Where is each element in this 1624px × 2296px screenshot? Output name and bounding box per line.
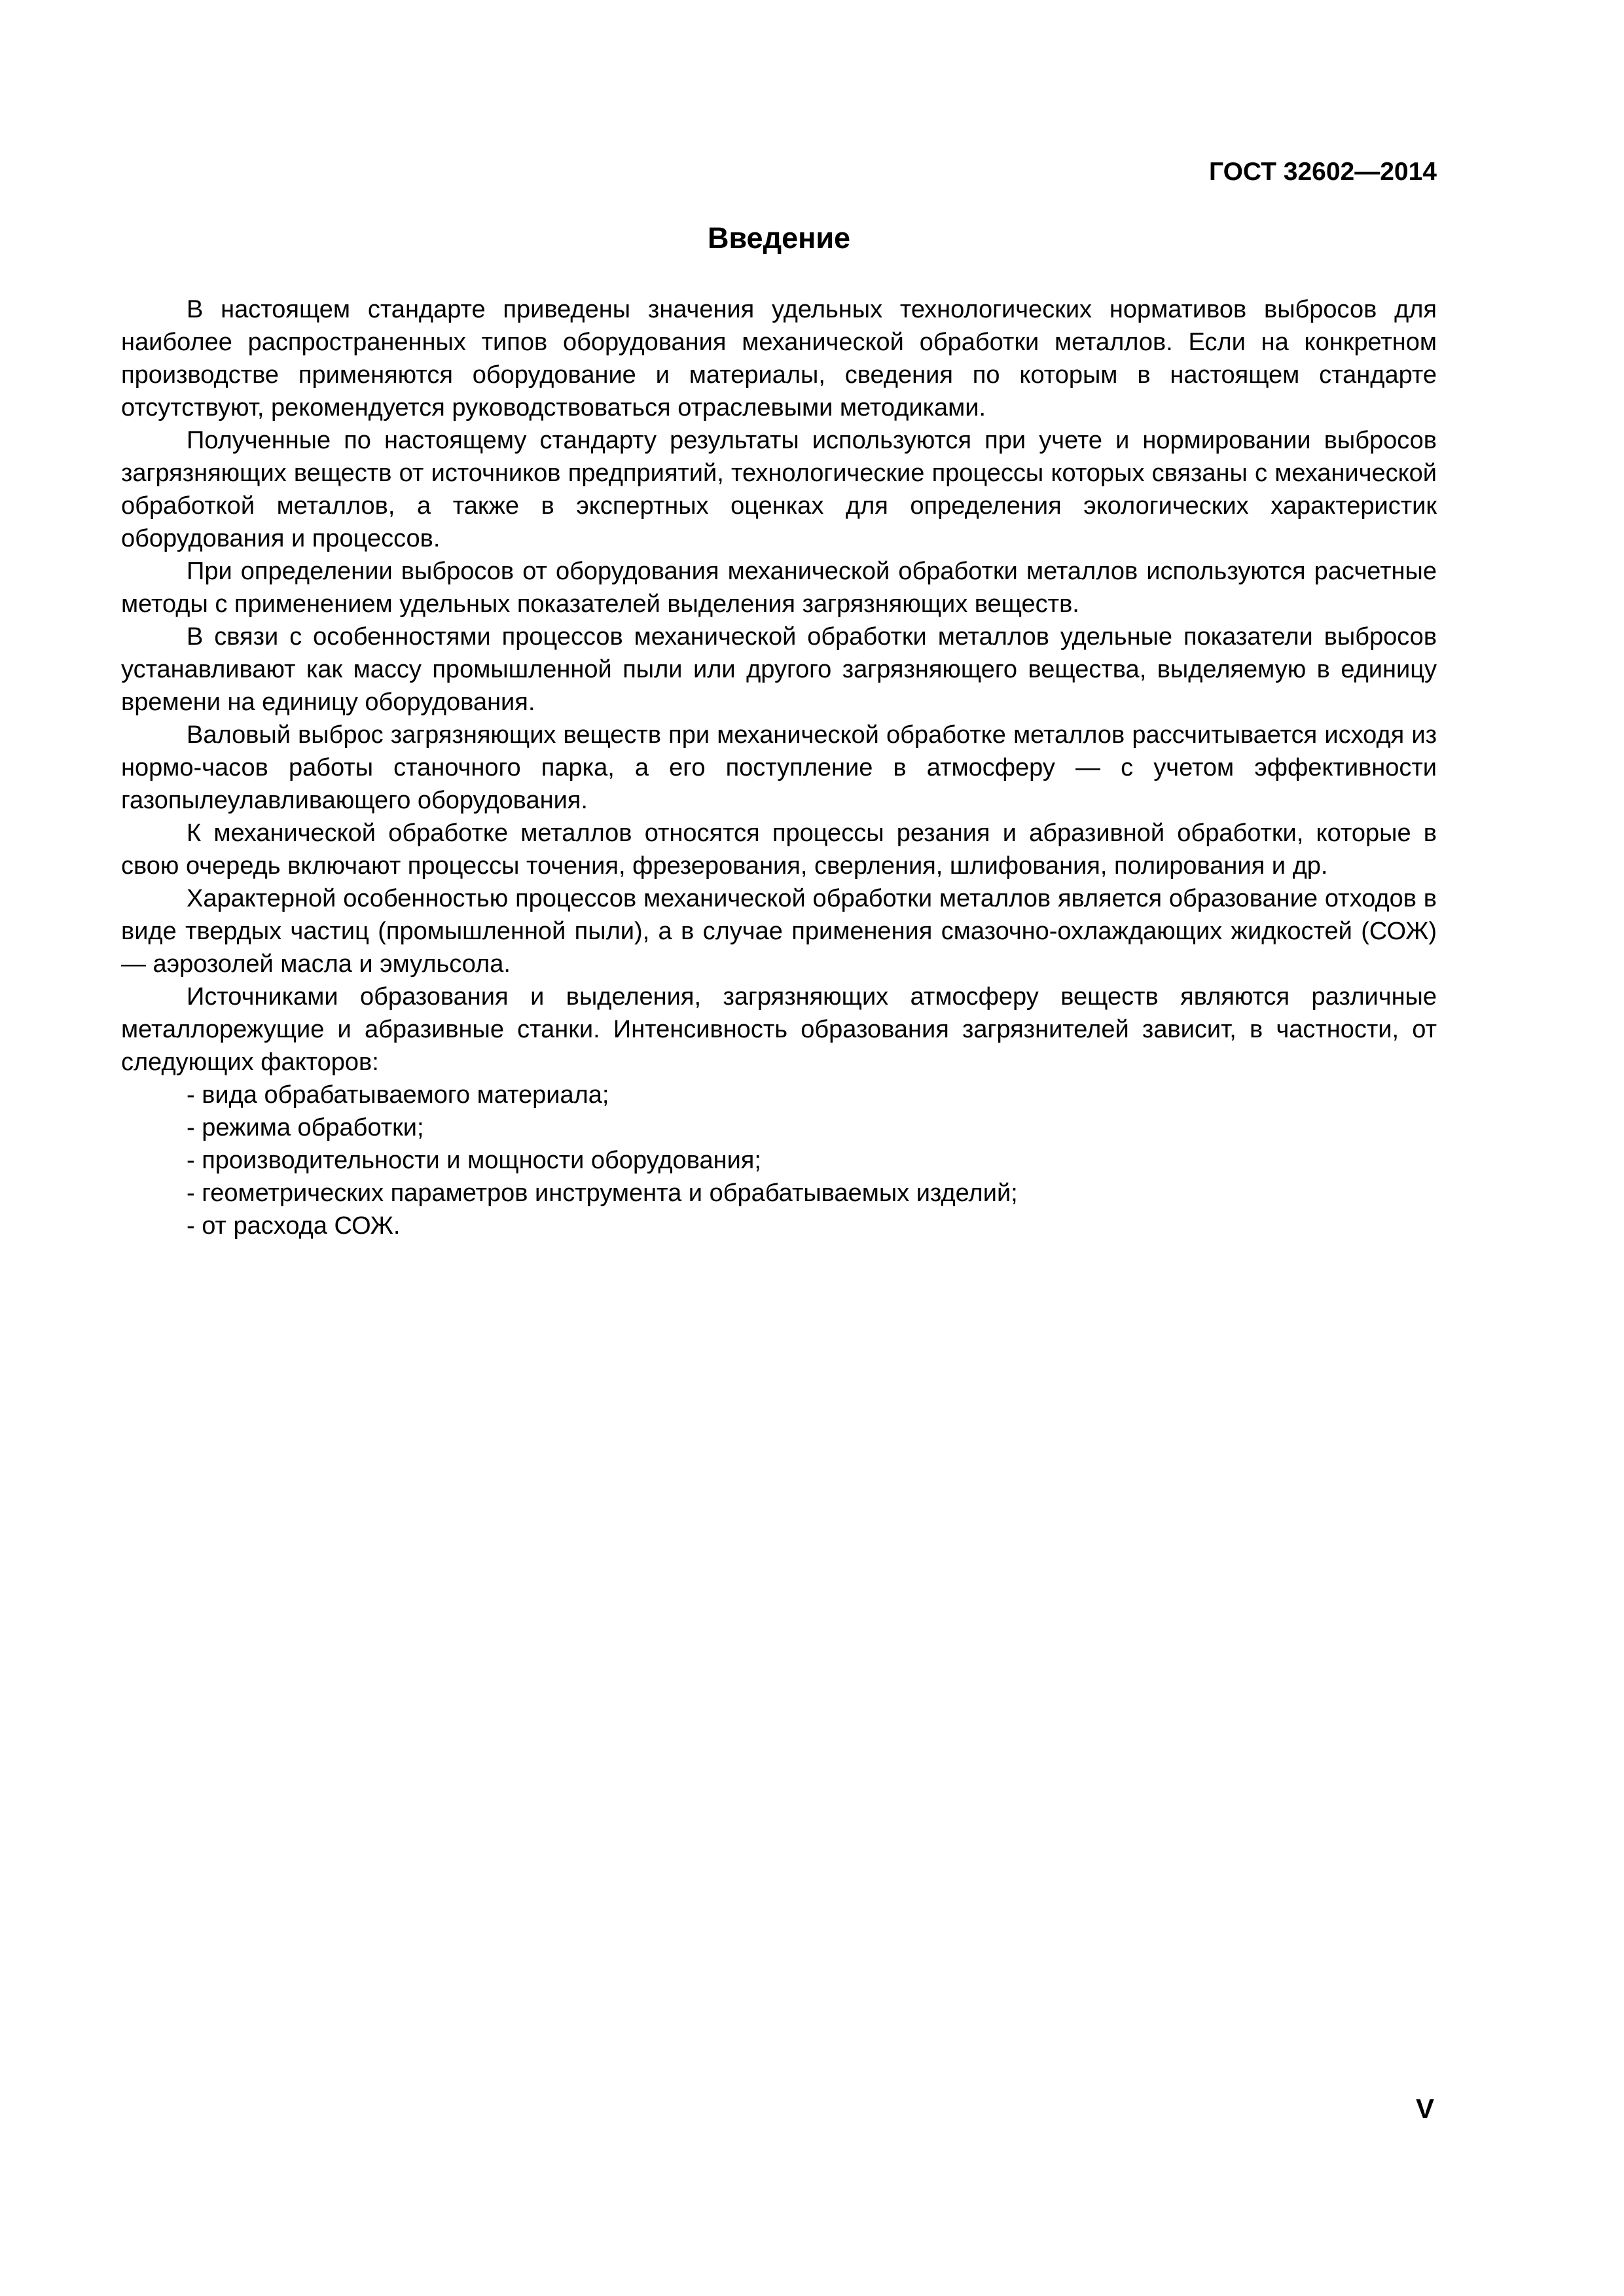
document-header xyxy=(121,157,1437,187)
paragraph: Валовый выброс загрязняющих веществ при механической обработке металлов рассчитывается исходя из нормо-часов работы станочного парка, а его поступление в атмосферу — с учетом эффективности газопылеулавливающего оборудования. xyxy=(121,721,1437,814)
paragraph: В связи с особенностями процессов механической обработки металлов удельные показатели выбросов устанавливают как массу промышленной пыли или другого загрязняющего вещества, выделяемую в единицу времени на единицу оборудования. xyxy=(121,623,1437,716)
paragraph: Характерной особенностью процессов механической обработки металлов является образование отходов в виде твердых частиц (промышленной пыли), а в случае применения смазочно-охлаждающих жидкостей (СОЖ) — аэрозолей масла и эмульсола. xyxy=(121,885,1437,978)
document-content xyxy=(121,157,1437,1242)
paragraph: К механической обработке металлов относятся процессы резания и абразивной обработки, которые в свою очередь включают процессы точения, фрезерования, сверления, шлифования, полирования и др. xyxy=(121,819,1437,880)
paragraph: В настоящем стандарте приведены значения удельных технологических нормативов выбросов для наиболее распространенных типов оборудования механической обработки металлов. Если на конкретном производстве применяются оборудование и материалы, сведения по которым в настоящем стандарте отсутствуют, рекомендуется руководствоваться отраслевыми методиками. xyxy=(121,296,1437,422)
paragraph: Источниками образования и выделения, загрязняющих атмосферу веществ являются различные металлорежущие и абразивные станки. Интенсивность образования загрязнителей зависит, в частности, от следующих факторов: xyxy=(121,983,1437,1076)
page-title: Введение xyxy=(707,221,851,255)
paragraph: Полученные по настоящему стандарту результаты используются при учете и нормировании выбросов загрязняющих веществ от источников предприятий, технологические процессы которых связаны с механической обработкой металлов, а также в экспертных оценках для определения экологических характеристик оборудования и процессов. xyxy=(121,427,1437,552)
list-item: - от расхода СОЖ. xyxy=(187,1212,401,1240)
list-item: - вида обрабатываемого материала; xyxy=(187,1081,609,1109)
list-item: - режима обработки; xyxy=(187,1114,424,1141)
doc-number: ГОСТ 32602—2014 xyxy=(1209,158,1437,186)
paragraph: При определении выбросов от оборудования механической обработки металлов используются расчетные методы с применением удельных показателей выделения загрязняющих веществ. xyxy=(121,558,1437,618)
list-item: - геометрических параметров инструмента и обрабатываемых изделий; xyxy=(187,1179,1018,1207)
factors-list xyxy=(121,1079,1437,1242)
page-number: V xyxy=(1415,2093,1434,2124)
list-item: - производительности и мощности оборудования; xyxy=(187,1147,761,1174)
